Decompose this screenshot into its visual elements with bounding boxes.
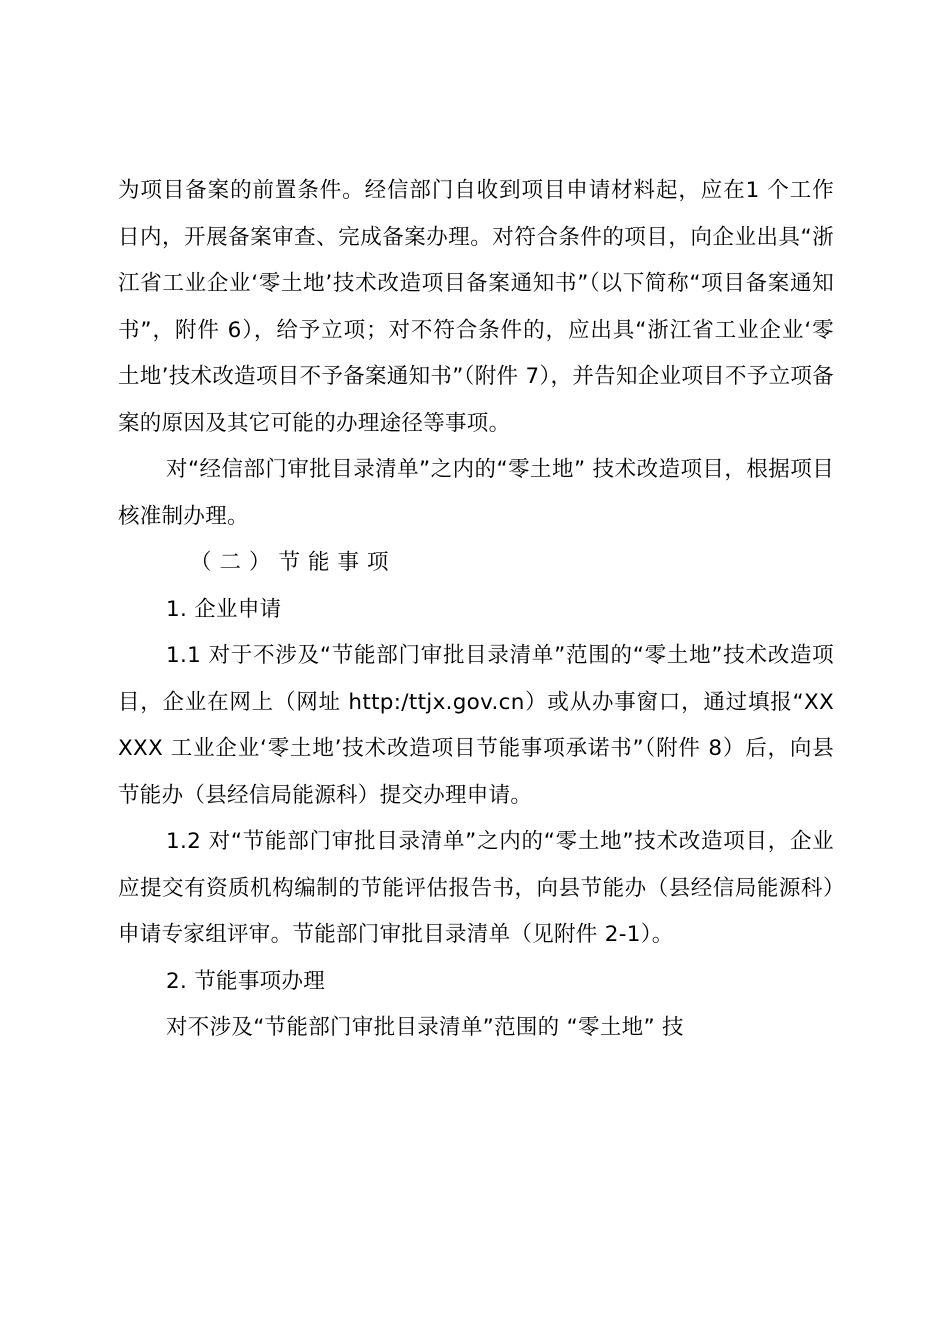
document-body (118, 168, 834, 1052)
paragraph-1-1: 1.1 对于不涉及“节能部门审批目录清单”范围的“零土地”技术改造项目，企业在网上（网址 http:/ttjx.gov.cn）或从办事窗口，通过填报“XXXXX 工业企业‘零土地’技术改造项目节能事项承诺书”（附件 8）后，向县节能办（县经信局能源科）提交办理申请。 (118, 643, 834, 808)
subheading-energy-handling: 2. 节能事项办理 (166, 968, 326, 994)
paragraph-approval-list: 对“经信部门审批目录清单”之内的“零土地” 技术改造项目，根据项目核准制办理。 (118, 457, 834, 529)
subheading-enterprise-application: 1. 企业申请 (166, 596, 282, 622)
paragraph-filing-conditions: 为项目备案的前置条件。经信部门自收到项目申请材料起，应在1 个工作日内，开展备案审查、完成备案办理。对符合条件的项目，向企业出具“浙江省工业企业‘零土地’技术改造项目备案通知书”（以下简称“项目备案通知书”，附件 6），给予立项；对不符合条件的，应出具“浙江省工业企业‘零土地’技术改造项目不予备案通知书”（附件 7），并告知企业项目不予立项备案的原因及其它可能的办理途径等事项。 (118, 178, 834, 436)
section-heading-energy-saving: （二）节能事项 (190, 550, 397, 575)
paragraph-1-2: 1.2 对“节能部门审批目录清单”之内的“零土地”技术改造项目，企业应提交有资质机构编制的节能评估报告书，向县节能办（县经信局能源科）申请专家组评审。节能部门审批目录清单（见附件 2-1）。 (118, 829, 834, 947)
paragraph-energy-handling: 对不涉及“节能部门审批目录清单”范围的 “零土地” 技 (166, 1015, 684, 1040)
